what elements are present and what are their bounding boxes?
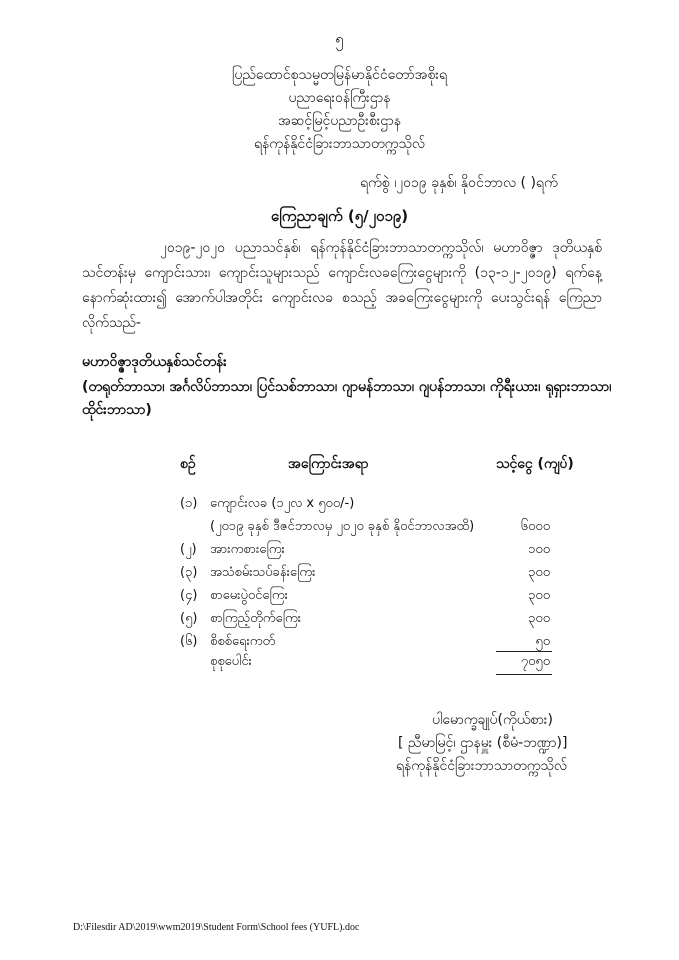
row-number: (၆) bbox=[180, 634, 198, 649]
row-label: ကျောင်းလခ (၁၂လ x ၅၀၀/-) bbox=[210, 496, 355, 511]
subtotal-rule bbox=[496, 651, 552, 652]
signature-institution: ရန်ကုန်နိုင်ငံခြားဘာသာတက္ကသိုလ် bbox=[396, 758, 568, 774]
header-department: အဆင့်မြင့်ပညာဦးစီးဌာန bbox=[277, 113, 402, 129]
row-number: (၄) bbox=[180, 588, 198, 603]
signature-title: ပါမောက္ခချုပ်(ကိုယ်စား) bbox=[432, 712, 553, 728]
row-number: (၁) bbox=[180, 496, 198, 511]
total-label: စုစုပေါင်း bbox=[210, 654, 252, 669]
row-label: အသံစမ်းသပ်ခန်းကြေး bbox=[210, 565, 316, 580]
row-label: အားကစားကြေး bbox=[210, 542, 285, 557]
row-label: (၂၀၁၉ ခုနှစ် ဒီဇင်ဘာလမှ ၂၀၂၀ ခုနှစ် နိုဝင်ဘာလအထိ) bbox=[210, 519, 475, 534]
row-label: စာမေးပွဲဝင်ကြေး bbox=[210, 588, 288, 603]
row-amount: ၃၀၀ bbox=[528, 565, 550, 580]
header-government: ပြည်ထောင်စုသမ္မတမြန်မာနိုင်ငံတော်အစိုးရ bbox=[232, 67, 447, 83]
header-university: ရန်ကုန်နိုင်ငံခြားဘာသာတက္ကသိုလ် bbox=[253, 136, 426, 152]
row-number: (၂) bbox=[180, 542, 197, 557]
row-amount: ၃၀၀ bbox=[528, 588, 550, 603]
row-number: (၅) bbox=[180, 611, 198, 626]
page-number: ၅ bbox=[335, 30, 344, 48]
date-line: ရက်စွဲ ၊၂၀၁၉ ခုနှစ်၊ နိုဝင်ဘာလ ( )ရက် bbox=[360, 175, 558, 191]
course-heading: မဟာဝိဇ္ဇာဒုတိယနှစ်သင်တန်း bbox=[82, 354, 227, 370]
total-rule bbox=[496, 674, 552, 675]
signature-name: [ ညီမာမြင့်၊ ဌာနမှူး (စီမံ-ဘဏ္ဍာ)] bbox=[398, 735, 568, 751]
announcement-title: ကြေညာချက် (၅/၂၀၁၉) bbox=[270, 207, 409, 225]
column-header-item: အကြောင်းအရာ bbox=[288, 456, 369, 472]
column-header-no: စဉ် bbox=[180, 456, 196, 472]
row-amount: ၆၀၀၀ bbox=[520, 519, 550, 534]
file-path-footer: D:\Filesdir AD\2019\wwm2019\Student Form\School fees (YUFL).doc bbox=[73, 922, 360, 933]
total-amount: ၇၀၅၀ bbox=[520, 654, 550, 669]
header-ministry: ပညာရေးဝန်ကြီးဌာန bbox=[288, 90, 391, 106]
row-amount: ၁၀၀ bbox=[528, 542, 550, 557]
row-label: စိစစ်ရေးကတ် bbox=[210, 634, 276, 649]
row-amount: ၃၀၀ bbox=[528, 611, 550, 626]
row-number: (၃) bbox=[180, 565, 198, 580]
announcement-paragraph: ၂၀၁၉-၂၀၂၀ ပညာသင်နှစ်၊ ရန်ကုန်နိုင်ငံခြားဘာသာတက္ကသိုလ်၊ မဟာဝိဇ္ဇာ ဒုတိယနှစ်သင်တန်းမှ ကျောင်းသား၊ ကျောင်းသူများသည် ကျောင်းလခကြေးငွေများကို (၁၃-၁၂-၂၀၁၉) ရက်နေ့ နောက်ဆုံးထား၍ အောက်ပါအတိုင်း ကျောင်းလခ စသည့် အခကြေးငွေများကို ပေးသွင်းရန် ကြေညာလိုက်သည်- bbox=[82, 240, 602, 331]
column-header-amount: သင့်ငွေ (ကျပ်) bbox=[496, 456, 574, 472]
row-label: စာကြည့်တိုက်ကြေး bbox=[210, 611, 302, 626]
row-amount: ၅၀ bbox=[535, 634, 550, 649]
language-list: (တရုတ်ဘာသာ၊ အင်္ဂလိပ်ဘာသာ၊ ပြင်သစ်ဘာသာ၊ ဂျာမန်ဘာသာ၊ ဂျပန်ဘာသာ၊ ကိုရီးယား၊ ရုရှားဘာသာ၊ ထိုင်းဘာသာ) bbox=[82, 379, 612, 418]
